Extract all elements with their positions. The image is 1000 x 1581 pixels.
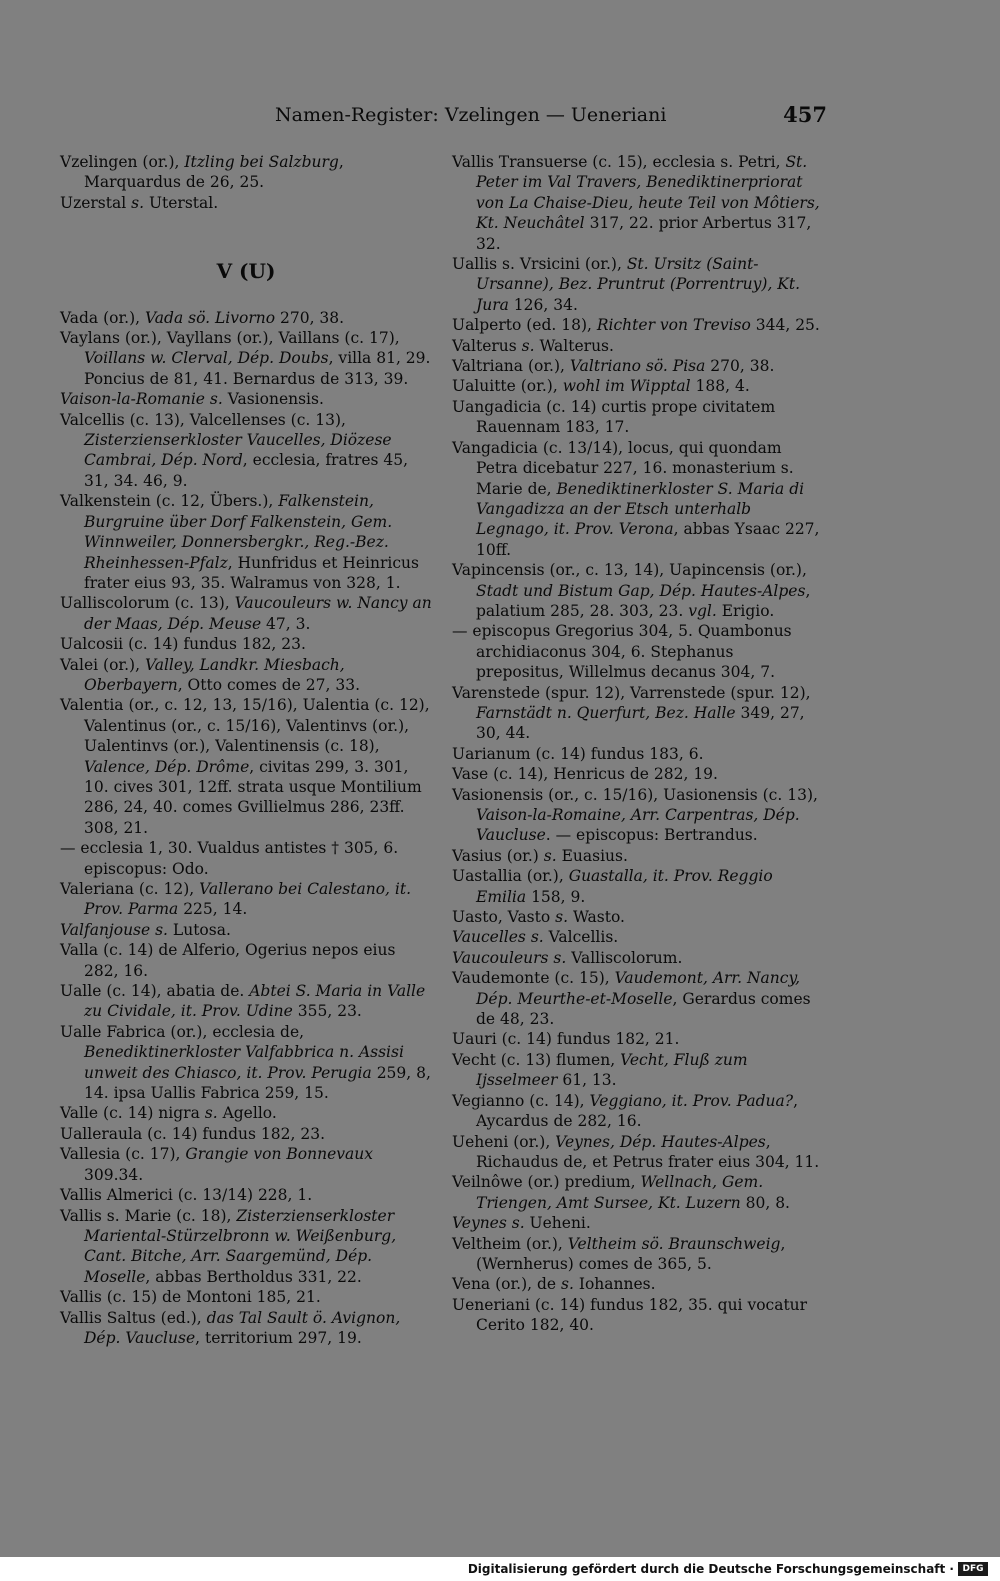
index-entry: Vallis Transuerse (c. 15), ecclesia s. Petri, St. Peter im Val Travers, Benediktinerpriorat von La Chaise-Dieu, heute Teil von Môtiers, Kt. Neuchâtel 317, 22. prior Arbertus 317, 32. (452, 153, 820, 253)
index-entry: Valentia (or., c. 12, 13, 15/16), Ualentia (c. 12), Valentinus (or., c. 15/16), Valentinvs (or.), Ualentinvs (or.), Valentinensis (c. 18), Valence, Dép. Drôme, civitas 299, 3. 301, 10. cives 301, 12ff. strata usque Montilium 286, 24, 40. comes Gvillielmus 286, 23ff. 308, 21. (60, 696, 430, 837)
index-entry: Uzerstal s. Uterstal. (60, 193, 219, 212)
index-entry: Ualuitte (or.), wohl im Wipptal 188, 4. (452, 377, 750, 396)
index-entry: Veilnôwe (or.) predium, Wellnach, Gem. Triengen, Amt Sursee, Kt. Luzern 80, 8. (452, 1173, 790, 1212)
index-entry: Ualle Fabrica (or.), ecclesia de, Benediktinerkloster Valfabbrica n. Assisi unweit des Chiasco, it. Prov. Perugia 259, 8, 14. ipsa Uallis Fabrica 259, 15. (60, 1022, 431, 1103)
index-entry: Ualperto (ed. 18), Richter von Treviso 344, 25. (452, 316, 820, 335)
page-number: 457 (783, 102, 827, 127)
index-entry: Ualleraula (c. 14) fundus 182, 23. (60, 1124, 326, 1143)
right-main-entries (452, 152, 824, 1336)
index-entry: Vaucouleurs s. Valliscolorum. (452, 948, 683, 967)
index-entry: Vaison-la-Romanie s. Vasionensis. (60, 390, 324, 409)
index-entry: Vaudemonte (c. 15), Vaudemont, Arr. Nancy, Dép. Meurthe-et-Moselle, Gerardus comes de 48, 23. (452, 969, 811, 1029)
index-entry: Vallis s. Marie (c. 18), Zisterzienserkloster Mariental-Stürzelbronn w. Weißenburg, Cant. Bitche, Arr. Saargemünd, Dép. Moselle, abbas Bertholdus 331, 22. (60, 1206, 397, 1286)
index-entry: Valterus s. Walterus. (452, 336, 614, 355)
index-entry: Vena (or.), de s. Iohannes. (452, 1275, 656, 1294)
index-entry: Vasionensis (or., c. 15/16), Uasionensis (c. 13), Vaison-la-Romaine, Arr. Carpentras, Dép. Vaucluse. — episcopus: Bertrandus. (452, 785, 818, 845)
right-column (452, 152, 824, 1336)
index-entry: Uastallia (or.), Guastalla, it. Prov. Reggio Emilia 158, 9. (452, 867, 773, 906)
index-entry: Vecht (c. 13) flumen, Vecht, Fluß zum Ijsselmeer 61, 13. (452, 1050, 748, 1090)
index-entry: Valtriana (or.), Valtriano sö. Pisa 270, 38. (452, 357, 775, 376)
index-entry: Valcellis (c. 13), Valcellenses (c. 13), Zisterzienserkloster Vaucelles, Diözese Cambrai, Dép. Nord, ecclesia, fratres 45, 31, 34. 46, 9. (60, 410, 409, 490)
index-entry: Ueneriani (c. 14) fundus 182, 35. qui vocatur Cerito 182, 40. (452, 1295, 808, 1335)
page-header (60, 100, 825, 130)
index-entry: Vada (or.), Vada sö. Livorno 270, 38. (60, 308, 345, 327)
index-entry: Vzelingen (or.), Itzling bei Salzburg, Marquardus de 26, 25. (60, 153, 344, 192)
index-entry: Uarianum (c. 14) fundus 183, 6. (452, 744, 704, 763)
index-entry: — ecclesia 1, 30. Vualdus antistes † 305, 6. episcopus: Odo. (60, 839, 399, 878)
index-entry: Uallis s. Vrsicini (or.), St. Ursitz (Saint-Ursanne), Bez. Pruntrut (Porrentruy), Kt. Jura 126, 34. (452, 255, 801, 314)
index-entry: Veynes s. Ueheni. (452, 1214, 591, 1233)
index-entry: Valkenstein (c. 12, Übers.), Falkenstein, Burgruine über Dorf Falkenstein, Gem. Winnweiler, Donnersbergkr., Reg.-Bez. Rheinhessen-Pfalz, Hunfridus et Heinricus frater eius 93, 35. Walramus von 328, 1. (60, 492, 419, 592)
index-entry: — episcopus Gregorius 304, 5. Quambonus archidiaconus 304, 6. Stephanus prepositus, Willelmus decanus 304, 7. (452, 622, 792, 682)
index-entry: Vasius (or.) s. Euasius. (452, 846, 628, 865)
index-entry: Vaucelles s. Valcellis. (452, 928, 619, 947)
index-entry: Valla (c. 14) de Alferio, Ogerius nepos eius 282, 16. (60, 941, 396, 980)
section-heading: V (U) (216, 259, 276, 284)
index-entry: Vangadicia (c. 13/14), locus, qui quondam Petra dicebatur 227, 16. monasterium s. Marie de, Benediktinerkloster S. Maria di Vangadizza an der Etsch unterhalb Legnago, it. Prov. Verona, abbas Ysaac 227, 10ff. (452, 438, 820, 559)
index-entry: Valei (or.), Valley, Landkr. Miesbach, Oberbayern, Otto comes de 27, 33. (60, 655, 360, 694)
index-entry: Vallis Almerici (c. 13/14) 228, 1. (60, 1186, 313, 1205)
footer-bar (0, 1557, 1000, 1581)
running-title: Namen-Register: Vzelingen — Ueneriani (275, 104, 667, 126)
index-entry: Vallis (c. 15) de Montoni 185, 21. (60, 1288, 321, 1307)
index-entry: Valfanjouse s. Lutosa. (60, 920, 231, 939)
index-entry: Valeriana (c. 12), Vallerano bei Calestano, it. Prov. Parma 225, 14. (60, 880, 412, 919)
index-entry: Uasto, Vasto s. Wasto. (452, 908, 625, 927)
left-main-entries (60, 308, 432, 1349)
index-entry: Vallis Saltus (ed.), das Tal Sault ö. Avignon, Dép. Vaucluse, territorium 297, 19. (60, 1308, 401, 1347)
index-entry: Uangadicia (c. 14) curtis prope civitatem Rauennam 183, 17. (452, 397, 776, 437)
index-entry: Ualcosii (c. 14) fundus 182, 23. (60, 635, 306, 654)
left-top-entries (60, 152, 432, 213)
index-entry: Veltheim (or.), Veltheim sö. Braunschweig, (Wernherus) comes de 365, 5. (452, 1234, 786, 1273)
index-entry: Vaylans (or.), Vayllans (or.), Vaillans (c. 17), Voillans w. Clerval, Dép. Doubs, villa 81, 29. Poncius de 81, 41. Bernardus de 313, 39. (60, 329, 431, 388)
index-entry: Ueheni (or.), Veynes, Dép. Hautes-Alpes, Richaudus de, et Petrus frater eius 304, 11. (452, 1132, 820, 1171)
index-entry: Varenstede (spur. 12), Varrenstede (spur. 12), Farnstädt n. Querfurt, Bez. Halle 349, 27, 30, 44. (452, 683, 811, 743)
index-entry: Valle (c. 14) nigra s. Agello. (60, 1104, 277, 1123)
index-entry: Vallesia (c. 17), Grangie von Bonnevaux 309.34. (60, 1145, 373, 1184)
dfg-logo: DFG (958, 1562, 988, 1576)
funding-notice: Digitalisierung gefördert durch die Deutsche Forschungsgemeinschaft · (467, 1562, 954, 1576)
index-entry: Vapincensis (or., c. 13, 14), Uapincensis (or.), Stadt und Bistum Gap, Dép. Hautes-Alpes, palatium 285, 28. 303, 23. vgl. Erigio. (452, 561, 811, 620)
index-entry: Ualle (c. 14), abatia de. Abtei S. Maria in Valle zu Cividale, it. Prov. Udine 355, 23. (60, 982, 426, 1021)
index-entry: Vegianno (c. 14), Veggiano, it. Prov. Padua?, Aycardus de 282, 16. (452, 1091, 799, 1131)
index-entry: Vase (c. 14), Henricus de 282, 19. (452, 765, 718, 784)
index-entry: Uauri (c. 14) fundus 182, 21. (452, 1030, 680, 1049)
left-column (60, 152, 432, 1348)
index-entry: Ualliscolorum (c. 13), Vaucouleurs w. Nancy an der Maas, Dép. Meuse 47, 3. (60, 594, 432, 633)
